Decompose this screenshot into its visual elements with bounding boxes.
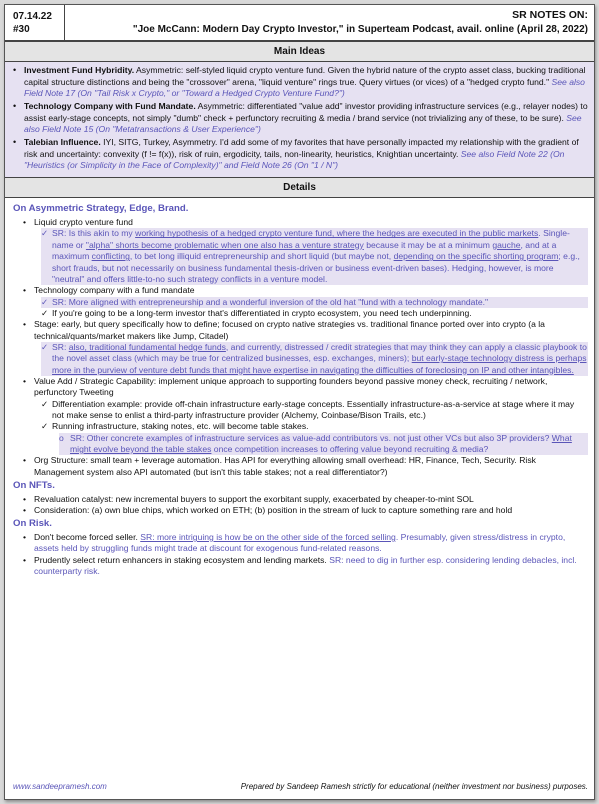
- note-number: #30: [13, 24, 30, 35]
- section-title-nfts: On NFTs.: [13, 480, 55, 492]
- list-item: ✓ If you're going to be a long-term investor that's differentiated in crypto ecosystem, you need tech underpinning.: [41, 307, 472, 318]
- checkmark-icon: ✓: [41, 228, 49, 239]
- main-idea-item: [13, 137, 588, 171]
- idea-title: Technology Company with Fund Mandate.: [24, 101, 196, 112]
- details-section: [5, 198, 594, 577]
- bullet-icon: •: [23, 505, 27, 516]
- sr-comment: ✓ SR: More aligned with entrepreneurship and a wonderful inversion of the old hat "fund with a technology mandate.": [41, 297, 588, 308]
- note-page: [4, 4, 595, 800]
- list-item: • Consideration: (a) own blue chips, which worked on ETH; (b) position in the stream of luck to capture something rare and hold: [23, 505, 513, 516]
- header: [5, 5, 594, 41]
- bullet-icon: •: [23, 455, 27, 466]
- list-item: • Stage: early, but query specifically how to define; focused on crypto native strategies vs. traditional finance ported over into crypto (a la technical/quants/market makers like Jump, Citadel): [23, 319, 545, 341]
- main-ideas-section: [5, 62, 594, 177]
- website-link[interactable]: www.sandeepramesh.com: [13, 782, 107, 792]
- idea-text: Asymmetric: self-styled liquid crypto venture fund. Given the hybrid nature of the crypto asset class, bucking traditional capital structure distinctions and being the "crossover" arena, "liquid venture" rings true. Query virtues (or vices) of a "hedged crypto fund.": [24, 65, 586, 87]
- footer: [13, 782, 588, 793]
- see-also-link: See also Field Note 15 (On "Metatransactions & User Experience"): [24, 112, 582, 134]
- date-box: [5, 5, 65, 40]
- details-heading: Details: [5, 177, 594, 198]
- notes-label: SR NOTES ON:: [512, 9, 588, 21]
- sr-comment: ✓ SR: Is this akin to my working hypothesis of a hedged crypto venture fund, where the hedges are executed in the public markets. Single-name or "alpha" shorts become problematic when one also has a venture strategy because it may be at a minimum gauche, and at a maximum conflicting, to bet long illiquid entrepreneurship and short liquid (but maybe not, depending on the specific shorting program; e.g., short frauds, but not necessarily on business fundamental thesis-driven or business event-driven bases). Hedging, however, is more "neutral" and offers little-to-no such strategy conflicts in a venture model.: [41, 228, 588, 285]
- list-item: ✓ Running infrastructure, staking notes, etc. will become table stakes.: [41, 421, 309, 432]
- bullet-icon: •: [13, 137, 17, 148]
- main-idea-item: [13, 65, 588, 99]
- checkmark-icon: ✓: [41, 421, 49, 432]
- see-also-link: See also Field Note 22 (On "Heuristics (or Simplicity in the Face of Complexity)" and Field Note 26 (On "1 / N"): [24, 148, 565, 170]
- bullet-icon: •: [23, 554, 27, 565]
- list-item: • Org Structure: small team + leverage automation. Has API for everything allowing small overhead: HR, Finance, Tech, Security. Risk Management system also API automated (but isn't this table stakes; not a real differentiator?): [23, 455, 536, 477]
- list-item: • Prudently select return enhancers in staking ecosystem and lending markets. SR: need to dig in further esp. considering lending debacles, incl. counterparty risk.: [23, 554, 577, 577]
- list-item: • Value Add / Strategic Capability: implement unique approach to supporting founders beyond passive money check, recruiting / network, perfunctory Tweeting: [23, 375, 548, 398]
- circle-bullet-icon: o: [59, 432, 64, 443]
- list-item: • Revaluation catalyst: new incremental buyers to support the exorbitant supply, exacerbated by cheaper-to-mint SOL: [23, 493, 474, 504]
- list-item: • Don't become forced seller. SR: more intriguing is how be on the other side of the forced selling. Presumably, given stress/distress in crypto, assets held by struggling funds might trade at discount for exogenous fund-related reasons.: [23, 532, 566, 554]
- source-title: "Joe McCann: Modern Day Crypto Investor," in Superteam Podcast, avail. online (April 28, 2022): [132, 23, 588, 35]
- checkmark-icon: ✓: [41, 296, 49, 307]
- note-date: 07.14.22: [13, 11, 52, 22]
- bullet-icon: •: [23, 375, 27, 386]
- bullet-icon: •: [13, 101, 17, 112]
- checkmark-icon: ✓: [41, 341, 49, 352]
- list-item: ✓ Differentiation example: provide off-chain infrastructure early-stage concepts. Essentially infrastructure-as-a-service at stage where it may not make sense to enlist a third-party infrastructure provider (Alchemy, Coinbase/Bison Trails, etc.): [41, 398, 575, 420]
- section-title-strategy: On Asymmetric Strategy, Edge, Brand.: [13, 203, 189, 215]
- checkmark-icon: ✓: [41, 398, 49, 409]
- bullet-icon: •: [23, 493, 27, 504]
- title-box: [65, 5, 594, 40]
- sr-comment: ✓ SR: also, traditional fundamental hedge funds, and currently, distressed / credit strategies that may think they can apply a classic playbook to the novel asset class (which may be true for centralized businesses, esp. exchanges, miners); but early-stage technology distress is perhaps more in the purview of venture debt funds that might have expertise in navigating the difficulties of foreclosing on IP and other intangibles.: [41, 341, 587, 375]
- main-idea-item: [13, 101, 588, 135]
- idea-text: IYI, SITG, Turkey, Asymmetry. I'd add some of my favorites that have personally impacted my relationship with the gradient of risk and uncertainty: convexity (f != f(x)), risk of ruin, ergodicity, tails, non-linearity, heuristics, Knightian uncertainty.: [24, 137, 579, 159]
- sr-comment: o SR: Other concrete examples of infrastructure services as value-add contributors vs. not just other VCs but also 3P providers? What might evolve beyond the table stakes once competition increases to offering value beyond recruiting & media?: [59, 433, 588, 456]
- bullet-icon: •: [23, 319, 27, 330]
- bullet-icon: •: [13, 65, 17, 76]
- bullet-icon: •: [23, 285, 27, 296]
- idea-title: Investment Fund Hybridity.: [24, 65, 135, 76]
- bullet-icon: •: [23, 532, 27, 543]
- idea-title: Talebian Influence.: [24, 137, 101, 148]
- see-also-link: See also Field Note 17 (On "Tail Risk x Crypto," or "Toward a Hedged Crypto Venture Fund?"): [24, 76, 585, 98]
- section-title-risk: On Risk.: [13, 518, 52, 530]
- idea-text: Asymmetric: differentiated "value add" investor providing infrastructure services (e.g., relayer nodes) to assist early-stage concepts, not simply "dumb" check + perfunctory recruiting & media / brand service (not trivializing any of these, to be sure).: [24, 101, 588, 123]
- list-item: • Technology company with a fund mandate: [23, 285, 195, 296]
- disclaimer: Prepared by Sandeep Ramesh strictly for educational (neither investment nor business) purposes.: [240, 782, 588, 792]
- list-item: • Liquid crypto venture fund: [23, 217, 133, 228]
- main-ideas-heading: Main Ideas: [5, 41, 594, 62]
- checkmark-icon: ✓: [41, 307, 49, 318]
- bullet-icon: •: [23, 217, 27, 228]
